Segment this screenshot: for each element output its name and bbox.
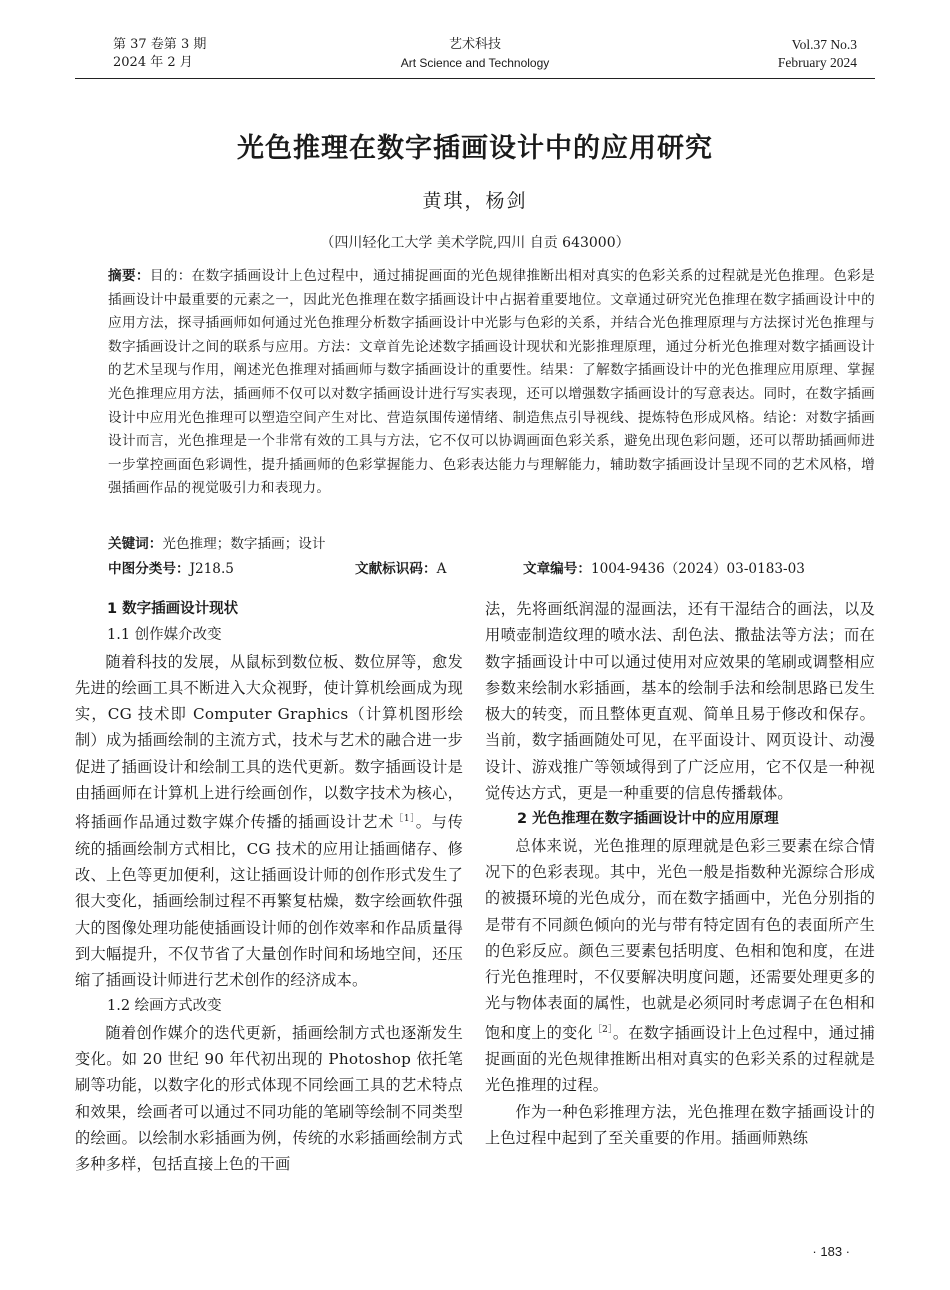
paragraph-3 [485,833,875,1099]
paragraph-2: 随着创作媒介的迭代更新，插画绘制方式也逐渐发生变化。如 20 世纪 90 年代初出现的 Photoshop 依托笔刷等功能，以数字化的形式体现不同绘画工具的艺术特点和效果，绘画者可以通过不同功能的笔刷等绘制不同类型的绘画。以绘制水彩插画为例，传统的水彩插画绘制方式多种多样，包括直接上色的干画 [75,1023,463,1174]
authors: 黄琪，杨剑 [422,190,528,212]
section-1-1-heading: 1.1 创作媒介改变 [107,627,222,644]
document-code [355,557,446,577]
issue-date: 2024 年 2 月 [113,55,193,70]
paragraph-4: 作为一种色彩推理方法，光色推理在数字插画设计的上色过程中起到了至关重要的作用。插画师熟练 [485,1102,875,1147]
classification-line [108,557,875,579]
journal-name-en: Art Science and Technology [400,56,550,70]
paragraph-3-text-b: 。在数字插画设计上色过程中，通过捕捉画面的光色规律推断出相对真实的色彩关系的过程就是光色推理的过程。 [485,1023,876,1095]
running-header [75,36,875,79]
page-number: · 183 · [812,1244,850,1259]
journal-name-cn: 艺术科技 [448,37,501,52]
clc-code [108,557,234,577]
keywords [108,532,326,552]
issue-date-en: February 2024 [777,55,857,70]
abstract-text: 目的：在数字插画设计上色过程中，通过捕捉画面的光色规律推断出相对真实的色彩关系的过程就是光色推理。色彩是插画设计中最重要的元素之一，因此光色推理在数字插画设计中占据着重要地位。文章通过研究光色推理在数字插画设计中的应用方法，探寻插画师如何通过光色推理分析数字插画设计中光影与色彩的关系，并结合光色推理原理与方法探讨光色推理与数字插画设计之间的联系与应用。方法：文章首先论述数字插画设计现状和光影推理原理，通过分析光色推理对数字插画设计的艺术呈现与作用，阐述光色推理对插画师与数字插画设计的重要性。结果：了解数字插画设计中的光色推理应用原理、掌握光色推理应用方法，插画师不仅可以对数字插画设计进行写实表现，还可以增强数字插画设计的写意表达。同时，在数字插画设计中应用光色推理可以塑造空间产生对比、营造氛围传递情绪、制造焦点引导视线、提炼特色形成风格。结论：对数字插画设计而言，光色推理是一个非常有效的工具与方法，它不仅可以协调画面色彩关系，避免出现色彩问题，还可以帮助插画师进一步掌控画面色彩调性，提升插画师的色彩掌握能力、色彩表达能力与理解能力，辅助数字插画设计呈现不同的艺术风格，增强插画作品的视觉吸引力和表现力。 [108,268,875,497]
art-label: 文章编号： [523,561,591,577]
volume-issue: 第 37 卷第 3 期 [113,37,207,52]
section-1-2-heading: 1.2 绘画方式改变 [107,998,222,1015]
paragraph-2-continued: 法，先将画纸润湿的湿画法，还有干湿结合的画法，以及用喷壶制造纹理的喷水法、刮色法、撒盐法等方法；而在数字插画设计中可以通过使用对应效果的笔刷或调整相应参数来绘制水彩插画，基本的绘制手法和绘制思路已发生极大的转变，而且整体更直观、简单且易于修改和保存。当前，数字插画随处可见，在平面设计、网页设计、动漫设计、游戏推广等领域得到了广泛应用，它不仅是一种视觉传达方式，更是一种重要的信息传播载体。 [485,600,875,803]
paragraph-3-text-a: 总体来说，光色推理的原理就是色彩三要素在综合情况下的色彩表现。其中，光色一般是指数种光源综合形成的被摄环境的光色成分，而在数字插画中，光色分别指的是带有不同颜色倾向的光与带有特定固有色的表面所产生的色彩反应。颜色三要素包括明度、色相和饱和度，在进行光色推理时，不仅要解决明度问题，还需要处理更多的光与物体表面的属性，也就是必须同时考虑调子在色相和饱和度上的变化 [485,836,875,1042]
clc-label: 中图分类号： [108,561,190,577]
paper-title: 光色推理在数字插画设计中的应用研究 [237,133,713,164]
journal-name [75,36,875,72]
issue-info-en [778,36,857,72]
volume-issue-en: Vol.37 No.3 [791,37,857,52]
section-1-heading: 1 数字插画设计现状 [107,601,239,617]
left-column [75,596,463,1178]
abstract [108,265,875,501]
clc-value: J218.5 [189,561,234,577]
right-column [485,596,875,1151]
citation-2: ［2］ [592,1024,613,1035]
affiliation: （四川轻化工大学 美术学院,四川 自贡 643000） [320,235,630,251]
keywords-label: 关键词： [108,536,163,552]
doc-value: A [436,561,447,577]
abstract-label: 摘要： [108,268,150,284]
paragraph-1 [75,649,463,994]
keywords-text: 光色推理；数字插画；设计 [162,536,326,552]
paragraph-1-text-a: 随着科技的发展，从鼠标到数位板、数位屏等，愈发先进的绘画工具不断进入大众视野，使计算机绘画成为现实，CG 技术即 Computer Graphics（计算机图形绘制）成为插画绘制的主流方式，技术与艺术的融合进一步促进了插画设计和绘制工具的迭代更新。数字插画设计是由插画师在计算机上进行绘画创作，以数字技术为核心，将插画作品通过数字媒介传播的插画设计艺术 [75,652,463,832]
paragraph-1-text-b: 。与传统的插画绘制方式相比，CG 技术的应用让插画储存、修改、上色等更加便利，这让插画设计师的创作形式发生了很大变化，插画绘制过程不再繁复枯燥，数字绘画软件强大的图像处理功能使插画设计师的创作效率和作品质量得到大幅提升，不仅节省了大量创作时间和场地空间，还压缩了插画设计师进行艺术创作的经济成本。 [75,813,464,990]
citation-1: ［1］ [394,814,416,825]
article-number [523,557,805,577]
section-2-heading: 2 光色推理在数字插画设计中的应用原理 [517,811,779,828]
doc-label: 文献标识码： [355,561,437,577]
art-value: 1004-9436（2024）03-0183-03 [590,561,805,577]
